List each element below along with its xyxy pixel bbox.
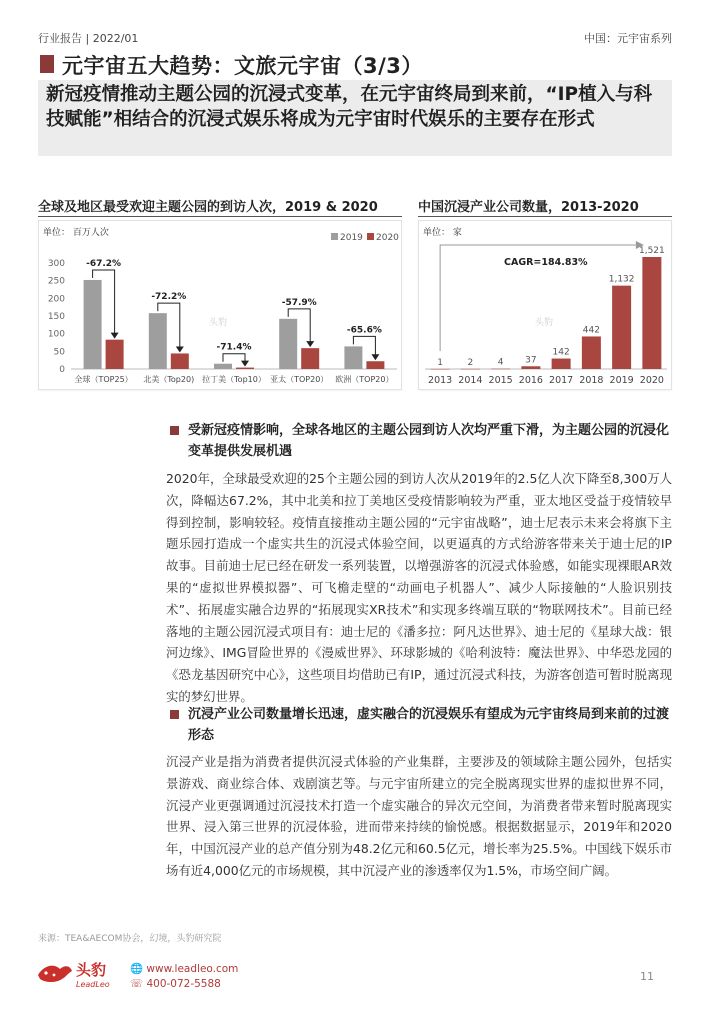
chart1-category-label: 全球（TOP25）: [74, 375, 133, 384]
chart2-cagr-label: CAGR=184.83%: [504, 257, 588, 268]
chart1-legend-label-2019: 2019: [340, 233, 363, 243]
chart1-watermark: 头豹: [209, 318, 228, 328]
chart1-bar-2020: [171, 353, 189, 369]
chart2-value-label: 142: [552, 347, 570, 358]
chart1-category-label: 亚太（TOP20）: [270, 375, 329, 384]
title-marker-icon: [40, 55, 54, 73]
page-title: [62, 50, 423, 80]
chart2-bar: [552, 359, 571, 369]
chart2-category-label: 2013: [428, 375, 453, 386]
chart1-change-arrow: [223, 354, 245, 362]
lead-summary: 新冠疫情推动主题公园的沉浸式变革，在元宇宙终局到来前，“IP植入与科技赋能”相结合的沉浸式娱乐将成为元宇宙时代娱乐的主要存在形式: [38, 80, 672, 156]
chart2-title: 中国沉浸产业公司数量，2013-2020: [418, 200, 639, 215]
chart1-ytick-label: 250: [47, 276, 65, 287]
chart1-ytick-label: 100: [47, 329, 65, 340]
phone-text: 400-072-5588: [146, 978, 221, 990]
chart1-ytick-label: 300: [47, 259, 65, 269]
section1-body: 2020年，全球最受欢迎的25个主题公园的到访人次从2019年的2.5亿人次下降至8,300万人次，降幅达67.2%，其中北美和拉丁美地区受疫情影响较为严重，亚太地区受益于疫情较早得到控制，影响较轻。疫情直接推动主题公园的“元宇宙战略”，迪士尼表示未来会将旗下主题乐园打造成一个虚实共生的沉浸式体验空间，以更逼真的方式给游客带来关于迪士尼的IP故事。目前迪士尼已经在研发一系列装置，以增强游客的沉浸式体验感，如能实现裸眼AR效果的“虚拟世界模拟器”、可飞檐走壁的“动画电子机器人”、减少人际接触的“人脸识别技术”、拓展虚实融合边界的“拓展现实XR技术”和实现多终端互联的“物联网技术”。目前已经落地的主题公园沉浸式项目有：迪士尼的《潘多拉：阿凡达世界》、迪士尼的《星球大战：银河边缘》、IMG冒险世界的《漫威世界》、环球影城的《哈利波特：魔法世界》、中华恐龙园的《恐龙基因研究中心》，这些项目均借助已有IP，通过沉浸式科技，为游客创造可暂时脱离现实的梦幻世界。: [166, 471, 672, 704]
chart1-change-label: -57.9%: [281, 297, 317, 308]
chart1-change-arrowhead: [241, 361, 249, 367]
leadleo-logo: [36, 957, 128, 995]
chart2-panel: [418, 220, 672, 390]
chart1-change-label: -72.2%: [151, 292, 187, 303]
chart1-unit: 单位： 百万人次: [43, 228, 109, 238]
chart1-change-label: -65.6%: [346, 325, 382, 336]
phone-line: ☏ 400-072-5588: [130, 978, 221, 990]
chart1-change-arrowhead: [371, 354, 379, 360]
chart1-ytick-label: 200: [47, 294, 65, 305]
chart1-panel: [38, 220, 402, 390]
chart1-bar-2019: [214, 364, 232, 369]
chart1-category-label: 欧洲（TOP20）: [335, 375, 394, 384]
section2-body: 沉浸产业是指为消费者提供沉浸式体验的产业集群，主要涉及的领域除主题公园外，包括实景游戏、商业综合体、戏剧演艺等。与元宇宙所建立的完全脱离现实世界的虚拟世界不同，沉浸产业更强调通过沉浸技术打造一个虚实融合的异次元空间，为消费者带来暂时脱离现实世界、浸入第三世界的沉浸体验，进而带来持续的愉悦感。根据数据显示，2019年和2020年，中国沉浸产业的总产值分别为48.2亿元和60.5亿元，增长率为25.5%。中国线下娱乐市场有近4,000亿元的市场规模，其中沉浸产业的渗透率仅为1.5%，市场空间广阔。: [166, 754, 672, 878]
chart1-change-arrowhead: [111, 333, 119, 339]
chart2-category-label: 2016: [518, 375, 543, 386]
chart1-legend-swatch-2020: [367, 233, 374, 240]
chart1-ytick-label: 50: [53, 347, 65, 358]
page-number: 11: [640, 970, 654, 983]
logo-text: 头豹: [76, 961, 107, 979]
chart2-value-label: 1,132: [608, 274, 635, 285]
chart1-bar-2019: [344, 346, 362, 369]
section2-heading: [166, 704, 676, 746]
chart1-change-label: -67.2%: [86, 258, 122, 269]
chart1-bar-2019: [279, 319, 297, 369]
chart2-bar: [431, 369, 450, 370]
chart1-legend-swatch-2019: [331, 233, 338, 240]
chart2-value-label: 442: [582, 325, 600, 336]
chart1-bar-2020: [106, 340, 124, 369]
leopard-icon: [36, 957, 128, 991]
chart2-svg: [419, 221, 673, 391]
chart1-bar-2019: [84, 280, 102, 369]
chart2-unit: 单位： 家: [423, 228, 462, 238]
chart2-bar: [642, 257, 661, 369]
contact-block: [130, 962, 238, 992]
chart2-category-label: 2018: [579, 375, 604, 386]
section2-heading-text: 沉浸产业公司数量增长迅速，虚实融合的沉浸娱乐有望成为元宇宙终局到来前的过渡形态: [188, 707, 670, 743]
chart2-value-label: 1: [437, 357, 443, 368]
chart2-value-label: 2: [467, 357, 474, 368]
chart1-ytick-label: 150: [47, 312, 65, 322]
section1-bullet-icon: [170, 426, 179, 435]
website-link[interactable]: 🌐 www.leadleo.com: [130, 963, 239, 975]
chart2-category-label: 2014: [458, 375, 483, 386]
chart1-title-rule: [38, 216, 402, 217]
chart2-bar: [612, 286, 631, 369]
chart2-title-rule: [418, 216, 672, 217]
chart1-change-arrowhead: [306, 341, 314, 347]
chart2-value-label: 4: [497, 357, 504, 368]
chart2-bar: [491, 369, 510, 370]
chart1-category-label: 拉丁美（Top10）: [202, 375, 266, 384]
section2-bullet-icon: [170, 710, 179, 719]
section1-heading-text: 受新冠疫情影响，全球各地区的主题公园到访人次均严重下滑，为主题公园的沉浸化变革提供发展机遇: [188, 423, 670, 459]
chart1-svg: [39, 221, 403, 391]
chart1-bar-2020: [301, 348, 319, 369]
chart1-bar-2020: [236, 368, 254, 369]
chart2-category-label: 2020: [639, 375, 664, 386]
chart1-legend-label-2020: 2020: [376, 233, 399, 243]
chart1-bar-2019: [149, 313, 167, 369]
chart1-ytick-label: 0: [59, 365, 65, 375]
chart1-title: 全球及地区最受欢迎主题公园的到访人次，2019 & 2020: [38, 200, 378, 215]
chart2-category-label: 2019: [609, 375, 634, 386]
chart2-value-label: 37: [525, 355, 537, 366]
source-note: 来源：TEA&AECOM协会，幻境，头豹研究院: [38, 934, 222, 944]
chart2-value-label: 1,521: [638, 246, 665, 256]
chart1-bar-2020: [366, 361, 384, 369]
website-text[interactable]: www.leadleo.com: [146, 963, 239, 975]
chart1-category-label: 北美（Top20): [143, 375, 195, 384]
chart1-change-arrowhead: [176, 346, 184, 352]
chart2-bar: [461, 369, 480, 370]
header-report-info: 行业报告 | 2022/01: [38, 32, 139, 45]
logo-subtext: LeadLeo: [76, 980, 110, 989]
chart2-watermark: 头豹: [535, 318, 554, 328]
page-title-text: 元宇宙五大趋势：文旅元宇宙（3/3）: [62, 54, 423, 78]
chart2-category-label: 2015: [488, 375, 513, 386]
section1-heading: [166, 420, 676, 462]
header-series-name: 中国：元宇宙系列: [584, 32, 672, 45]
chart2-bar: [582, 336, 601, 369]
chart1-change-label: -71.4%: [216, 342, 252, 353]
chart2-category-label: 2017: [549, 375, 574, 386]
chart2-bar: [521, 366, 540, 369]
